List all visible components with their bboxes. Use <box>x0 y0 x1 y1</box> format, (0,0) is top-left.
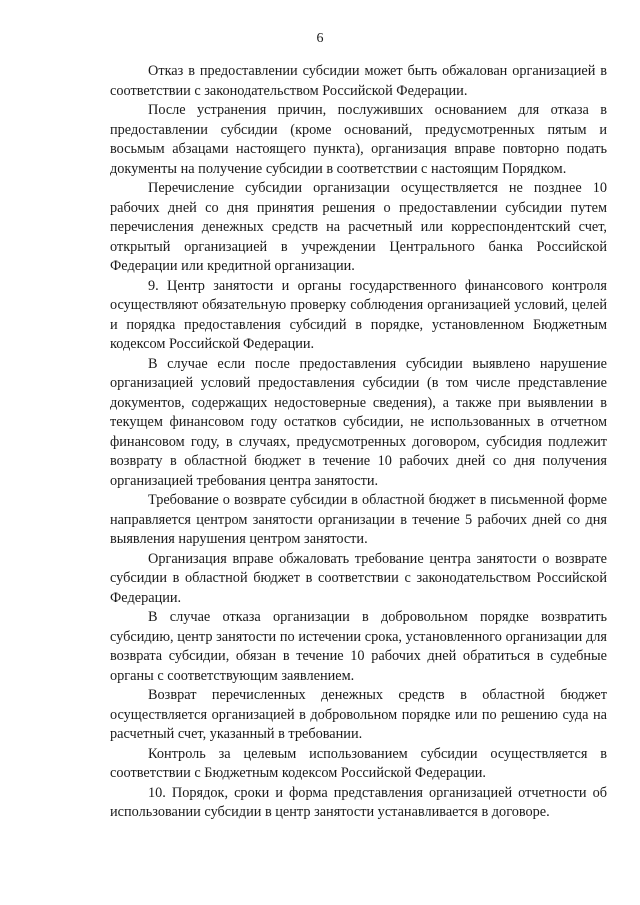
page-number: 6 <box>316 31 324 46</box>
paragraph: Возврат перечисленных денежных средств в областной бюджет осуществляется организацией в добровольном порядке или по решению суда на расчетный счет, указанный в требовании. <box>110 687 607 742</box>
paragraph: Контроль за целевым использованием субсидии осуществляется в соответствии с Бюджетным кодексом Российской Федерации. <box>110 745 607 781</box>
paragraph: В случае если после предоставления субсидии выявлено нарушение организацией условий предоставления субсидии (в том числе представление документов, содержащих недостоверные сведения), а также при выявлении в текущем финансовом году остатков субсидии, не использованных в отчетном финансовом году, в случаях, предусмотренных договором, субсидия подлежит возврату в областной бюджет в течение 10 рабочих дней со дня получения организацией требования центра занятости. <box>110 355 607 489</box>
paragraph: Требование о возврате субсидии в областной бюджет в письменной форме направляется центром занятости организации в течение 5 рабочих дней со дня выявления нарушения центром занятости. <box>110 492 607 547</box>
paragraph: В случае отказа организации в добровольном порядке возвратить субсидию, центр занятости по истечении срока, установленного организации для возврата субсидии, обязан в течение 10 рабочих дней обратиться в судебные органы с соответствующим заявлением. <box>110 609 607 684</box>
paragraph: 9. Центр занятости и органы государственного финансового контроля осуществляют обязательную проверку соблюдения организацией условий, целей и порядка предоставления субсидий в порядке, установленном Бюджетным кодексом Российской Федерации. <box>110 277 607 352</box>
paragraph: Перечисление субсидии организации осуществляется не позднее 10 рабочих дней со дня принятия решения о предоставлении субсидии путем перечисления денежных средств на расчетный или корреспондентский счет, открытый организацией в учреждении Центрального банка Российской Федерации или кредитной организации. <box>110 180 607 274</box>
document-body <box>110 62 607 823</box>
paragraph: 10. Порядок, сроки и форма представления организацией отчетности об использовании субсидии в центр занятости устанавливается в договоре. <box>110 784 607 820</box>
paragraph: Отказ в предоставлении субсидии может быть обжалован организацией в соответствии с законодательством Российской Федерации. <box>110 63 607 99</box>
paragraph: Организация вправе обжаловать требование центра занятости о возврате субсидии в областной бюджет в соответствии с законодательством Российской Федерации. <box>110 550 607 606</box>
paragraph: После устранения причин, послуживших основанием для отказа в предоставлении субсидии (кроме оснований, предусмотренных пятым и восьмым абзацами настоящего пункта), организация вправе повторно подать документы на получение субсидии в соответствии с настоящим Порядком. <box>110 102 607 177</box>
